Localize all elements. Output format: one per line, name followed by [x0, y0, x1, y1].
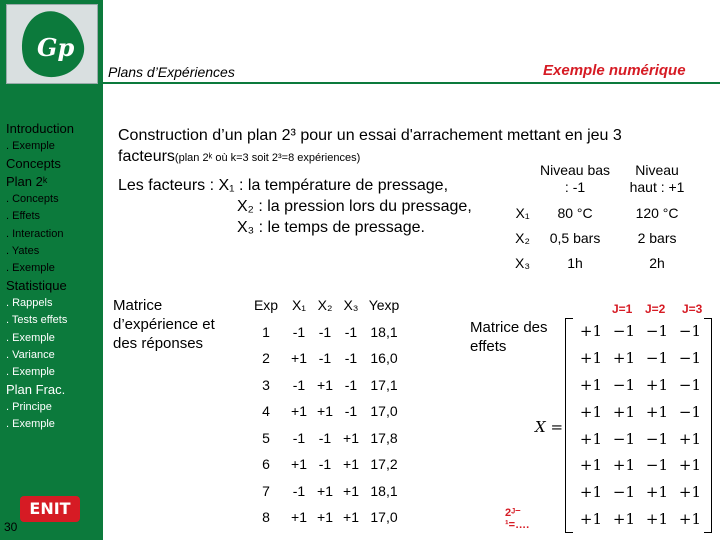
sidebar-item[interactable]: Plan 2ᵏ — [6, 174, 48, 190]
experiment-cell: 16,0 — [370, 350, 398, 367]
sidebar-item[interactable]: . Exemple — [6, 140, 55, 152]
experiment-cell: -1 — [318, 456, 332, 473]
experiment-cell: 3 — [262, 376, 270, 393]
experiment-cell: +1 — [317, 403, 333, 420]
experiment-row — [246, 425, 404, 452]
experiment-cell: +1 — [343, 482, 359, 499]
effects-cell: +1 — [579, 509, 602, 528]
j-header: J=2 — [645, 302, 666, 316]
matrix-label: Matrice d’expérience et des réponses — [113, 297, 215, 352]
experiment-cell: -1 — [292, 376, 306, 393]
experiment-row — [246, 345, 404, 372]
effects-row — [572, 398, 704, 425]
sidebar-nav — [6, 120, 102, 434]
effects-cell: −1 — [645, 322, 668, 341]
effects-cell: +1 — [612, 402, 635, 421]
effects-cell: −1 — [645, 349, 668, 368]
sidebar-item[interactable]: Plan Frac. — [6, 382, 66, 398]
experiment-cell: +1 — [317, 482, 333, 499]
effects-row — [572, 452, 704, 479]
experiment-cell: +1 — [291, 456, 307, 473]
experiment-header-cell: X₃ — [343, 297, 359, 314]
experiment-row — [246, 372, 404, 399]
experiment-cell: +1 — [291, 509, 307, 526]
factor-3: X₃ : le temps de pressage. — [237, 219, 425, 236]
experiment-cell: 17,8 — [370, 429, 398, 446]
effects-cell: −1 — [678, 322, 701, 341]
effects-cell: −1 — [612, 322, 635, 341]
levels-high: 120 °C — [635, 204, 679, 221]
experiment-row — [246, 451, 404, 478]
sidebar — [0, 0, 103, 540]
levels-factor: X₁ — [515, 204, 530, 221]
logo-text: Gp — [37, 33, 75, 62]
experiment-row — [246, 319, 404, 346]
effects-cell: +1 — [678, 429, 701, 448]
effects-cell: −1 — [612, 483, 635, 502]
level-low-header: Niveau bas : -1 — [540, 162, 611, 195]
effects-cell: +1 — [678, 456, 701, 475]
experiment-table — [246, 292, 404, 531]
experiment-cell: -1 — [344, 403, 358, 420]
experiment-cell: 2 — [262, 350, 270, 367]
experiment-cell: -1 — [292, 323, 306, 340]
effects-cell: +1 — [645, 402, 668, 421]
levels-corner — [511, 158, 534, 200]
sidebar-item[interactable]: Introduction — [6, 121, 74, 136]
experiment-cell: -1 — [318, 429, 332, 446]
effects-row — [572, 506, 704, 533]
effects-matrix-table — [572, 318, 704, 532]
slide-title: Exemple numérique — [543, 62, 686, 79]
effects-row — [572, 479, 704, 506]
effects-cell: +1 — [579, 429, 602, 448]
sidebar-item[interactable]: . Exemple — [6, 262, 55, 275]
effects-cell: −1 — [645, 456, 668, 475]
effects-cell: −1 — [612, 429, 635, 448]
effects-matrix — [572, 318, 704, 532]
sidebar-item[interactable]: Concepts — [6, 156, 61, 172]
effects-cell: −1 — [678, 402, 701, 421]
experiment-cell: -1 — [318, 350, 332, 367]
level-high-header: Niveau haut : +1 — [629, 162, 685, 195]
experiment-cell: 17,2 — [370, 456, 398, 473]
experiment-row — [246, 398, 404, 425]
levels-high: 2h — [649, 254, 665, 271]
page-number: 30 — [4, 520, 18, 534]
sidebar-item[interactable]: . Exemple — [6, 366, 55, 379]
levels-row — [511, 225, 698, 250]
intro-line2: facteurs — [118, 148, 175, 165]
effects-cell: +1 — [678, 483, 701, 502]
experiment-cell: +1 — [317, 376, 333, 393]
experiment-cell: 17,0 — [370, 403, 398, 420]
sidebar-item[interactable]: Statistique — [6, 278, 67, 294]
enit-logo-text: ENIT — [29, 499, 71, 518]
factor-2: X₂ : la pression lors du pressage, — [237, 198, 472, 215]
j-header: J=3 — [682, 302, 703, 316]
levels-low: 1h — [567, 254, 583, 271]
levels-table — [511, 158, 698, 275]
experiment-cell: -1 — [292, 429, 306, 446]
experiment-cell: +1 — [291, 403, 307, 420]
experiment-cell: 18,1 — [370, 482, 398, 499]
experiment-cell: -1 — [344, 376, 358, 393]
effects-row — [572, 345, 704, 372]
effects-label: Matrice des effets — [470, 319, 548, 355]
effects-cell: −1 — [612, 375, 635, 394]
effects-cell: −1 — [678, 349, 701, 368]
levels-factor: X₃ — [515, 254, 531, 271]
experiment-cell: 8 — [262, 509, 270, 526]
effects-cell: +1 — [612, 509, 635, 528]
effects-cell: +1 — [579, 456, 602, 475]
levels-low: 80 °C — [557, 204, 593, 221]
enit-logo — [20, 496, 80, 522]
experiment-header-cell: X₁ — [291, 297, 307, 314]
experiment-cell: 5 — [262, 429, 270, 446]
factor-1: X₁ : la température de pressage, — [218, 177, 449, 194]
j-header: J=1 — [612, 302, 633, 316]
effects-cell: +1 — [579, 483, 602, 502]
experiment-cell: +1 — [291, 350, 307, 367]
effects-cell: +1 — [612, 456, 635, 475]
sidebar-item[interactable]: . Principe — [6, 401, 52, 414]
experiment-cell: +1 — [343, 456, 359, 473]
experiment-cell: -1 — [292, 482, 306, 499]
sidebar-item[interactable]: . Rappels — [6, 297, 53, 310]
levels-header-row — [511, 158, 698, 200]
effects-cell: +1 — [645, 509, 668, 528]
sidebar-item[interactable]: . Effets — [6, 210, 41, 223]
experiment-cell: 1 — [262, 323, 270, 340]
right-bracket — [704, 318, 712, 533]
effects-cell: +1 — [612, 349, 635, 368]
levels-low: 0,5 bars — [549, 229, 601, 246]
experiment-cell: -1 — [318, 323, 332, 340]
sidebar-item[interactable]: . Interaction — [6, 227, 64, 240]
intro-line: Construction d’un plan 2³ pour un essai d'arrachement mettant en jeu 3 — [118, 127, 622, 144]
effects-row — [572, 318, 704, 345]
experiment-cell: +1 — [343, 509, 359, 526]
experiment-cell: 17,1 — [370, 376, 398, 393]
effects-row — [572, 425, 704, 452]
levels-row — [511, 200, 698, 225]
levels-row — [511, 250, 698, 275]
sidebar-item[interactable]: . Exemple — [6, 418, 55, 431]
levels-high: 2 bars — [637, 229, 677, 246]
experiment-cell: -1 — [344, 350, 358, 367]
footnote — [505, 507, 529, 531]
effects-cell: −1 — [678, 375, 701, 394]
factors-list — [118, 175, 518, 238]
footnote-line2: ¹=…. — [505, 519, 530, 531]
intro-note: (plan 2ᵏ où k=3 soit 2³=8 expériences) — [174, 152, 361, 164]
gp-logo — [6, 4, 98, 84]
footnote-line1: 2ᴶ⁻ — [505, 507, 521, 519]
experiment-cell: +1 — [343, 429, 359, 446]
experiment-cell: -1 — [344, 323, 358, 340]
experiment-cell: 6 — [262, 456, 270, 473]
effects-cell: +1 — [579, 375, 602, 394]
effects-cell: +1 — [579, 349, 602, 368]
effects-cell: +1 — [645, 375, 668, 394]
header-divider — [103, 82, 720, 84]
page-title: Plans d’Expériences — [108, 64, 235, 80]
sidebar-item[interactable]: . Variance — [6, 348, 55, 361]
effects-cell: +1 — [645, 483, 668, 502]
experiment-cell: 18,1 — [370, 323, 398, 340]
effects-cell: +1 — [579, 402, 602, 421]
experiment-cell: 17,0 — [370, 509, 398, 526]
effects-cell: +1 — [579, 322, 602, 341]
sidebar-item[interactable]: . Exemple — [6, 331, 55, 344]
x-equals: X = — [535, 418, 564, 436]
experiment-header-cell: X₂ — [317, 297, 333, 314]
effects-cell: +1 — [678, 509, 701, 528]
effects-row — [572, 372, 704, 399]
experiment-row — [246, 478, 404, 505]
sidebar-item[interactable]: . Yates — [6, 244, 40, 257]
sidebar-item[interactable]: . Concepts — [6, 193, 59, 206]
sidebar-item[interactable]: . Tests effets — [6, 314, 68, 327]
experiment-row — [246, 504, 404, 531]
experiment-cell: 4 — [262, 403, 270, 420]
experiment-header-cell: Exp — [253, 297, 279, 314]
factors-prefix: Les facteurs : — [118, 177, 219, 194]
experiment-header-cell: Yexp — [368, 297, 400, 314]
levels-factor: X₂ — [515, 229, 530, 246]
effects-cell: −1 — [645, 429, 668, 448]
experiment-cell: +1 — [317, 509, 333, 526]
experiment-header-row — [246, 292, 404, 319]
experiment-cell: 7 — [262, 482, 270, 499]
